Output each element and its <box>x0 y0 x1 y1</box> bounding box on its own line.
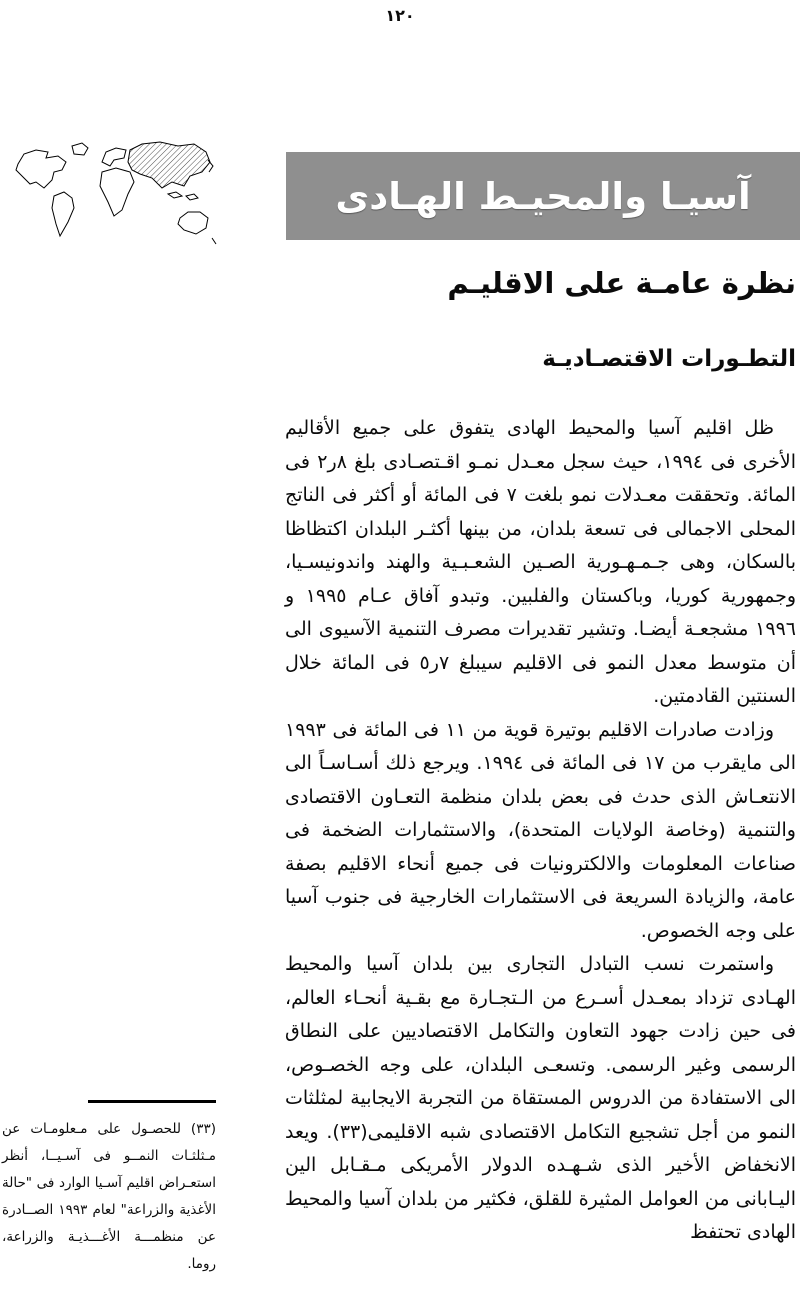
footnote-separator-rule <box>88 1100 216 1103</box>
region-banner <box>286 152 800 240</box>
world-map <box>8 138 220 256</box>
body-paragraph-2: وزادت صادرات الاقليم بوتيرة قوية من ١١ فى المائة فى ١٩٩٣ الى مايقرب من ١٧ فى المائة فى ١٩٩٤. ويرجع ذلك أسـاسـاً الى الانتعـاش الذى حدث فى بعض بلدان منظمة التعـاون الاقتصادى والتنمية (وخاصة الولايات المتحدة)، والاستثمارات الضخمة فى صناعات المعلومات والالكترونيات فى جميع أنحاء الاقليم بصفة عامة، والزيادة السريعة فى الاستثمارات الخارجية فى جنوب آسيا على وجه الخصوص. <box>285 718 796 942</box>
body-paragraph-1: ظل اقليم آسيا والمحيط الهادى يتفوق على جميع الأقاليم الأخرى فى ١٩٩٤، حيث سجل معـدل نمـو اقـتصـادى بلغ ٨ر٢ فى المائة. وتحققت معـدلات نمو بلغت ٧ فى المائة أو أكثر فى الناتج المحلى الاجمالى فى تسعة بلدان، من بينها أكثـر البلدان اكتظاظا بالسكان، وهى جـمـهـورية الصـين الشعـبـية والهند واندونيسـيا، وجمهورية كوريا، وباكستان والفلبين. وتبدو آفاق عـام ١٩٩٥ و ١٩٩٦ مشجعـة أيضـا. وتشير تقديرات مصرف التنمية الآسيوى الى أن متوسط معدل النمو فى الاقليم سيبلغ ٧ر٥ فى المائة خلال السنتين القادمتين. <box>285 417 797 707</box>
main-text-column <box>285 266 796 1250</box>
overview-heading: نظرة عامـة على الاقليـم <box>447 266 796 300</box>
world-map-graphic <box>8 138 220 256</box>
body-paragraph-3: واستمرت نسب التبادل التجارى بين بلدان آسيا والمحيط الهـادى تزداد بمعـدل أسـرع من الـتجـارة مع بقـية أنحـاء العالم، فى حين زادت جهود التعاون والتكامل الاقتصاديين على النطاق الرسمى وغير الرسمى. وتسعـى البلدان، على وجه الخصـوص، الى الاستفادة من الدروس المستقاة من التجربة الايجابية لمثلثات النمو من أجل تشجيع التكامل الاقتصادى شبه الاقليمى(٣٣). ويعد الانخفاض الأخير الذى شـهـده الدولار الأمريكى مـقـابل الين اليـابانى من العوامل المثيرة للقلق، فكثير من بلدان آسيا والمحيط الهادى تحتفظ <box>285 953 796 1243</box>
economic-developments-subheading: التطـورات الاقتصـاديـة <box>542 346 796 372</box>
page-number: ١٢٠ <box>385 6 415 25</box>
footnote <box>2 1100 216 1278</box>
region-banner-title: آسيـا والمحيـط الهـادى <box>335 174 751 218</box>
footnote-text: (٣٣) للحصـول على مـعلومـات عن مـثلثـات النمــو فى آسـيــا، أنظر استعـراض اقليم آسـيا الوارد فى "حالة الأغذية والزراعة" لعام ١٩٩٣ الصــادرة عن منظمـــة الأغـــذيـة والزراعة، روما. <box>2 1121 216 1272</box>
